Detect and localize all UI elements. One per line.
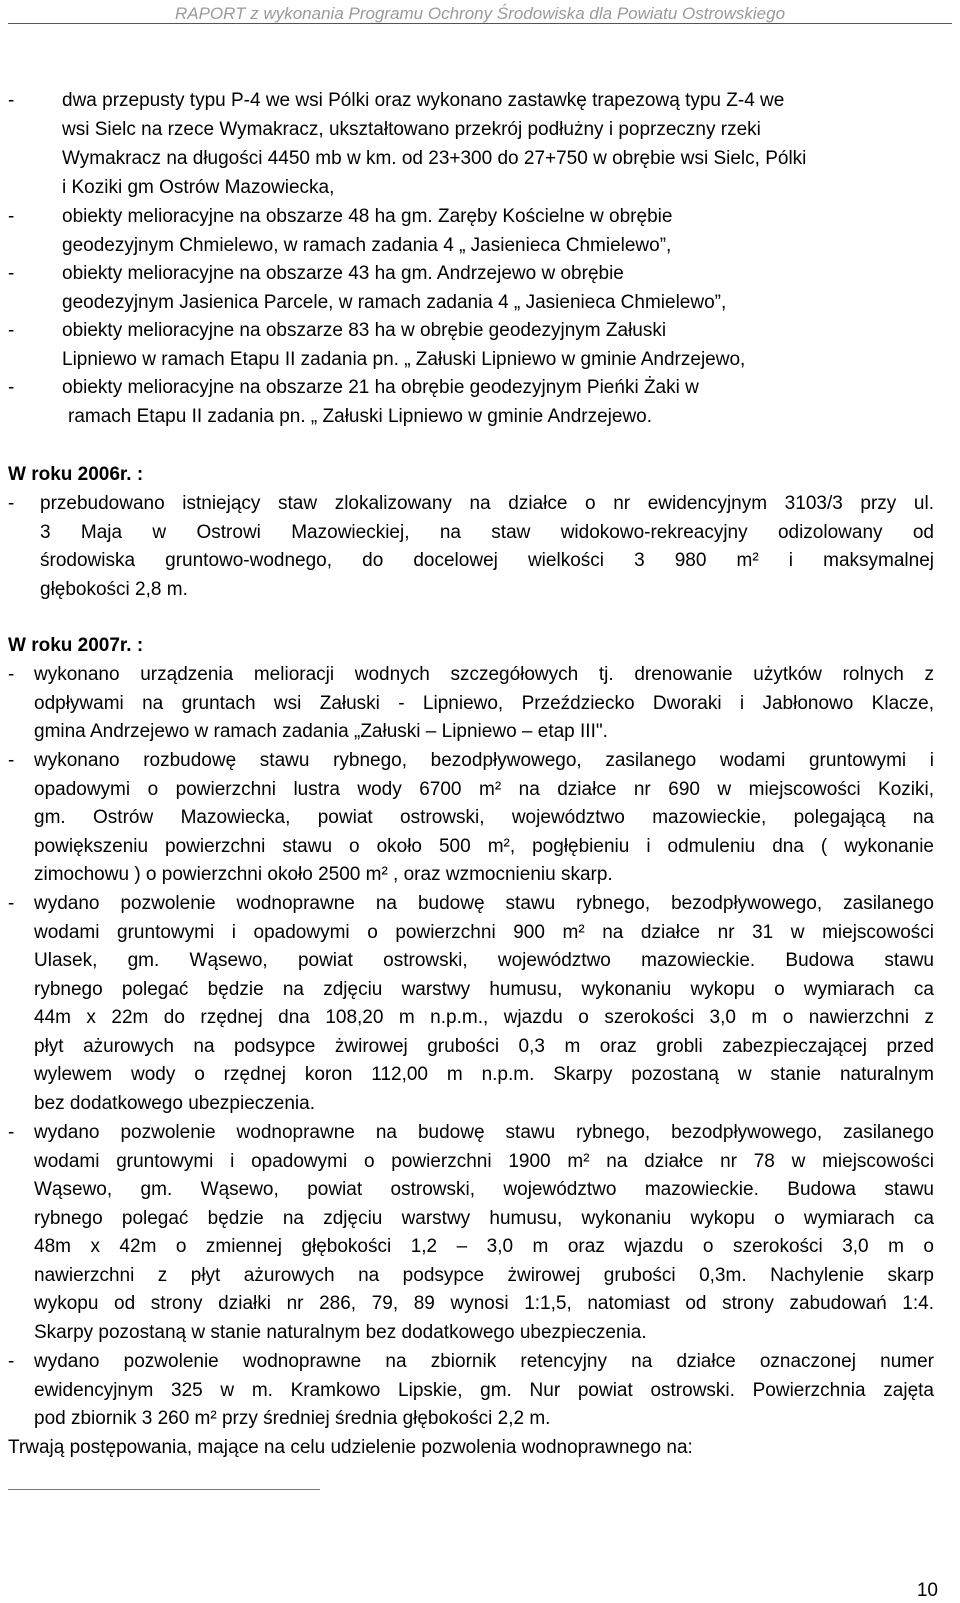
text-line: Ulasek, gm. Wąsewo, powiat ostrowski, województwo mazowieckie. Budowa stawu xyxy=(34,950,934,971)
list-item-line xyxy=(62,174,934,203)
text-line: obiekty melioracyjne na obszarze 43 ha gm. Andrzejewo w obrębie xyxy=(62,263,624,284)
text-line: zimochowu ) o powierzchni około 2500 m² , oraz wzmocnieniu skarp. xyxy=(34,864,613,885)
text-line: ramach Etapu II zadania pn. „ Załuski Lipniewo w gminie Andrzejewo. xyxy=(68,405,653,427)
text-line: bez dodatkowego ubezpieczenia. xyxy=(34,1092,315,1114)
text-line: Wąsewo, gm. Wąsewo, powiat ostrowski, województwo mazowieckie. Budowa stawu xyxy=(34,1179,934,1200)
text-line: powiększeniu powierzchni stawu o około 500 m², pogłębieniu i odmuleniu dna ( wykonanie xyxy=(34,835,934,857)
text-line: płyt ażurowych na podsypce żwirowej grubości 0,3 m oraz grobli zabezpieczającej przed xyxy=(34,1035,934,1057)
heading-tail: : xyxy=(131,635,144,656)
list-item xyxy=(62,203,934,260)
text-line: gmina Andrzejewo w ramach zadania „Załuski – Lipniewo – etap III". xyxy=(34,721,608,742)
text-line: Wymakracz na długości 4450 mb w km. od 23+300 do 27+750 w obrębie wsi Sielc, Pólki xyxy=(62,148,807,169)
text-line: nawierzchni z płyt ażurowych na podsypce żwirowej grubości 0,3m. Nachylenie skarp xyxy=(34,1264,934,1286)
heading-text: W roku 2006r. xyxy=(8,464,132,485)
text-line: środowiska gruntowo-wodnego, do docelowej wielkości 3 980 m² i maksymalnej xyxy=(40,550,934,571)
list-dash: - xyxy=(8,263,15,284)
section-heading-2006 xyxy=(8,461,143,490)
section-heading-2007 xyxy=(8,632,143,661)
closing-paragraph: Trwają postępowania, mające na celu udzielenie pozwolenia wodnoprawnego na: xyxy=(8,1437,693,1458)
text-line: głębokości 2,8 m. xyxy=(40,578,188,600)
page-header xyxy=(0,0,960,28)
list-dash: - xyxy=(8,750,15,771)
list-item-line xyxy=(62,116,934,145)
list-item xyxy=(62,260,934,317)
heading-text: W roku 2007r. xyxy=(8,635,132,656)
list-item xyxy=(34,661,934,747)
text-line: wykonano urządzenia melioracji wodnych szczegółowych tj. drenowanie użytków rolnych z xyxy=(34,664,934,685)
text-line: wylewem wody o rzędnej koron 112,00 m n.p.m. Skarpy pozostaną w stanie naturalnym xyxy=(34,1064,934,1085)
text-line: wodami gruntowymi i opadowymi o powierzchni 900 m² na działce nr 31 w miejscowości xyxy=(34,921,934,943)
text-line: obiekty melioracyjne na obszarze 83 ha w obrębie geodezyjnym Załuski xyxy=(62,320,667,341)
text-line: wydano pozwolenie wodnoprawne na budowę stawu rybnego, bezodpływowego, zasilanego xyxy=(34,893,934,914)
list-dash: - xyxy=(8,90,15,111)
list-item xyxy=(62,374,934,431)
list-item xyxy=(34,1119,934,1347)
list-dash: - xyxy=(8,206,15,227)
list-item xyxy=(40,490,934,604)
list-item-line xyxy=(62,145,934,174)
list-dash: - xyxy=(8,664,15,685)
text-line: wsi Sielc na rzece Wymakracz, ukształtowano przekrój podłużny i poprzeczny rzeki xyxy=(62,119,761,140)
heading-tail: : xyxy=(131,464,144,485)
text-line: przebudowano istniejący staw zlokalizowany na działce o nr ewidencyjnym 3103/3 przy ul. xyxy=(40,493,934,514)
text-line: pod zbiornik 3 260 m² przy średniej średnia głębokości 2,2 m. xyxy=(34,1408,551,1429)
text-line: opadowymi o powierzchni lustra wody 6700 m² na działce nr 690 w miejscowości Koziki, xyxy=(34,778,934,800)
list-dash: - xyxy=(8,493,15,514)
text-line: wydano pozwolenie wodnoprawne na budowę stawu rybnego, bezodpływowego, zasilanego xyxy=(34,1122,934,1143)
text-line: rybnego polegać będzie na zdjęciu warstwy humusu, wykonaniu wykopu o wymiarach ca xyxy=(34,1207,934,1229)
text-line: geodezyjnym Jasienica Parcele, w ramach zadania 4 „ Jasienieca Chmielewo”, xyxy=(62,291,727,313)
text-line: geodezyjnym Chmielewo, w ramach zadania 4 „ Jasienieca Chmielewo”, xyxy=(62,234,672,256)
text-line: 44m x 22m do rzędnej dna 108,20 m n.p.m., wjazdu o szerokości 3,0 m o nawierzchni z xyxy=(34,1007,934,1028)
text-line: wykonano rozbudowę stawu rybnego, bezodpływowego, zasilanego wodami gruntowymi i xyxy=(34,750,934,771)
text-line: Lipniewo w ramach Etapu II zadania pn. „ Załuski Lipniewo w gminie Andrzejewo, xyxy=(62,348,746,370)
text-line: odpływami na gruntach wsi Załuski - Lipniewo, Przeździecko Dworaki i Jabłonowo Klacze, xyxy=(34,692,934,714)
page-number: 10 xyxy=(916,1580,938,1601)
text-line: ewidencyjnym 325 w m. Kramkowo Lipskie, gm. Nur powiat ostrowski. Powierzchnia zajęta xyxy=(34,1379,934,1401)
text-line: gm. Ostrów Mazowiecka, powiat ostrowski, województwo mazowieckie, polegającą na xyxy=(34,807,934,828)
text-line: 48m x 42m o zmiennej głębokości 1,2 – 3,0 m oraz wjazdu o szerokości 3,0 m o xyxy=(34,1236,934,1257)
text-line: rybnego polegać będzie na zdjęciu warstwy humusu, wykonaniu wykopu o wymiarach ca xyxy=(34,978,934,1000)
text-line: obiekty melioracyjne na obszarze 21 ha obrębie geodezyjnym Pieńki Żaki w xyxy=(62,377,699,398)
list-item xyxy=(34,890,934,1118)
list-item xyxy=(62,87,934,116)
list-dash: - xyxy=(8,1351,15,1372)
text-line: wydano pozwolenie wodnoprawne na zbiornik retencyjny na działce oznaczonej numer xyxy=(34,1351,934,1372)
text-line: wykopu od strony działki nr 286, 79, 89 wynosi 1:1,5, natomiast od strony zabudowań 1:4. xyxy=(34,1293,934,1314)
list-dash: - xyxy=(8,1122,15,1143)
header-title: RAPORT z wykonania Programu Ochrony Środowiska dla Powiatu Ostrowskiego xyxy=(174,4,786,23)
footer-rule xyxy=(8,1489,320,1490)
header-rule xyxy=(8,23,952,24)
text-line: dwa przepusty typu P-4 we wsi Pólki oraz wykonano zastawkę trapezową typu Z-4 we xyxy=(62,90,785,111)
text-line: i Koziki gm Ostrów Mazowiecka, xyxy=(62,177,335,198)
list-dash: - xyxy=(8,893,15,914)
list-dash: - xyxy=(8,377,15,398)
text-line: Skarpy pozostaną w stanie naturalnym bez dodatkowego ubezpieczenia. xyxy=(34,1321,647,1343)
list-dash: - xyxy=(8,320,15,341)
text-line: obiekty melioracyjne na obszarze 48 ha gm. Zaręby Kościelne w obrębie xyxy=(62,206,673,227)
list-item xyxy=(34,747,934,890)
text-line: 3 Maja w Ostrowi Mazowieckiej, na staw widokowo-rekreacyjny odizolowany od xyxy=(40,521,934,543)
text-line: wodami gruntowymi i opadowymi o powierzchni 1900 m² na działce nr 78 w miejscowości xyxy=(34,1150,934,1172)
list-item xyxy=(34,1348,934,1434)
list-item xyxy=(62,317,934,374)
